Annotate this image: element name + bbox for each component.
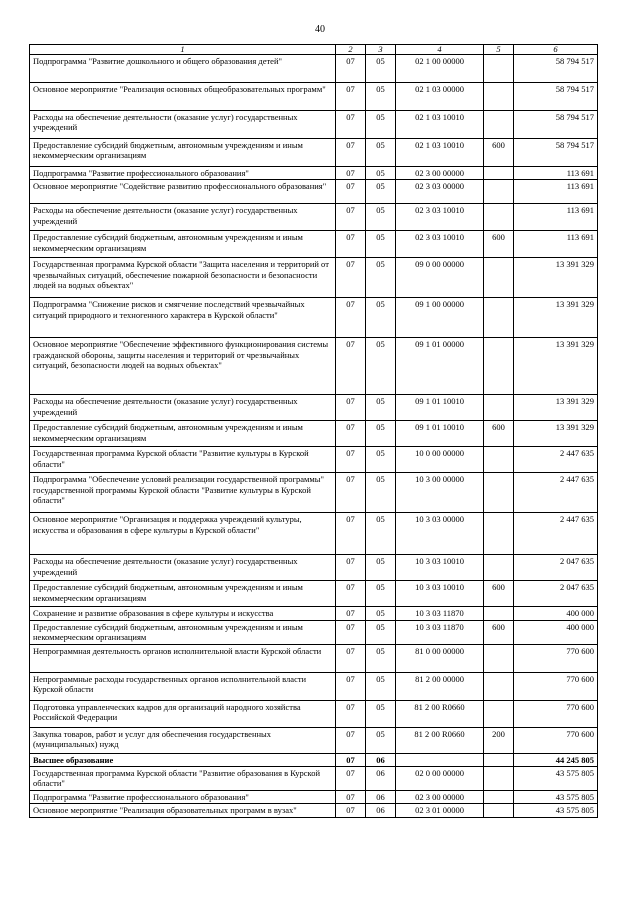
row-target-article-cell: 09 1 01 10010 [396, 395, 484, 421]
row-section-cell: 07 [336, 767, 366, 791]
table-row [30, 111, 598, 139]
row-subsection-cell: 05 [366, 139, 396, 167]
row-target-article-cell: 10 3 00 00000 [396, 473, 484, 513]
row-expense-type-cell [484, 555, 514, 581]
row-target-article-cell: 81 2 00 00000 [396, 672, 484, 700]
row-target-article-cell: 09 1 00 00000 [396, 298, 484, 338]
row-subsection-cell: 05 [366, 395, 396, 421]
row-expense-type-cell: 200 [484, 727, 514, 753]
row-amount-cell: 43 575 805 [514, 791, 598, 804]
row-expense-type-cell [484, 83, 514, 111]
table-row [30, 395, 598, 421]
row-section-cell: 07 [336, 55, 366, 83]
row-amount-cell: 13 391 329 [514, 338, 598, 395]
row-expense-type-cell [484, 804, 514, 818]
row-target-article-cell: 81 0 00 00000 [396, 644, 484, 672]
row-target-article-cell: 09 1 01 10010 [396, 421, 484, 447]
col-header-name: 1 [30, 45, 336, 55]
row-expense-type-cell [484, 298, 514, 338]
row-name-cell: Подготовка управленческих кадров для организаций народного хозяйства Российской Федерации [30, 700, 336, 727]
row-section-cell: 07 [336, 473, 366, 513]
row-amount-cell: 2 047 635 [514, 581, 598, 607]
row-name-cell: Государственная программа Курской области "Развитие образования в Курской области" [30, 767, 336, 791]
table-row [30, 620, 598, 644]
row-section-cell: 07 [336, 753, 366, 766]
row-name-cell: Государственная программа Курской области "Развитие культуры в Курской области" [30, 447, 336, 473]
row-target-article-cell: 02 3 00 00000 [396, 167, 484, 180]
col-header-target-article: 4 [396, 45, 484, 55]
row-section-cell: 07 [336, 644, 366, 672]
row-expense-type-cell [484, 167, 514, 180]
row-section-cell: 07 [336, 447, 366, 473]
table-row [30, 700, 598, 727]
row-amount-cell: 43 575 805 [514, 767, 598, 791]
table-row [30, 513, 598, 555]
table-row [30, 555, 598, 581]
table-row [30, 421, 598, 447]
row-amount-cell: 2 447 635 [514, 447, 598, 473]
row-name-cell: Подпрограмма "Обеспечение условий реализации государственной программы" государственной программы Курской области "Развитие культуры в Курской области" [30, 473, 336, 513]
row-name-cell: Основное мероприятие "Реализация основных общеобразовательных программ" [30, 83, 336, 111]
row-subsection-cell: 06 [366, 791, 396, 804]
row-target-article-cell: 10 3 03 00000 [396, 513, 484, 555]
row-subsection-cell: 05 [366, 421, 396, 447]
row-amount-cell: 58 794 517 [514, 83, 598, 111]
row-section-cell: 07 [336, 204, 366, 231]
row-expense-type-cell [484, 258, 514, 298]
row-name-cell: Основное мероприятие "Обеспечение эффективного функционирования системы гражданской обороны, защиты населения и территорий от чрезвычайных ситуаций, безопасности людей на водных объектах" [30, 338, 336, 395]
budget-table [29, 44, 598, 818]
row-amount-cell: 13 391 329 [514, 258, 598, 298]
table-row [30, 767, 598, 791]
col-header-amount: 6 [514, 45, 598, 55]
row-name-cell: Основное мероприятие "Организация и поддержка учреждений культуры, искусства и образования в сфере культуры в Курской области" [30, 513, 336, 555]
row-section-cell: 07 [336, 338, 366, 395]
row-target-article-cell: 10 3 03 10010 [396, 581, 484, 607]
row-section-cell: 07 [336, 167, 366, 180]
row-amount-cell: 13 391 329 [514, 421, 598, 447]
row-name-cell: Предоставление субсидий бюджетным, автономным учреждениям и иным некоммерческим организациям [30, 231, 336, 258]
table-row [30, 167, 598, 180]
col-header-section: 2 [336, 45, 366, 55]
row-amount-cell: 43 575 805 [514, 804, 598, 818]
table-row [30, 258, 598, 298]
row-section-cell: 07 [336, 555, 366, 581]
row-subsection-cell: 05 [366, 83, 396, 111]
row-amount-cell: 58 794 517 [514, 55, 598, 83]
table-row [30, 644, 598, 672]
row-subsection-cell: 05 [366, 672, 396, 700]
row-expense-type-cell: 600 [484, 421, 514, 447]
row-target-article-cell [396, 753, 484, 766]
row-target-article-cell: 81 2 00 R0660 [396, 727, 484, 753]
row-subsection-cell: 05 [366, 167, 396, 180]
page-number: 40 [315, 24, 325, 35]
row-name-cell: Непрограммные расходы государственных органов исполнительной власти Курской области [30, 672, 336, 700]
row-subsection-cell: 05 [366, 231, 396, 258]
row-amount-cell: 58 794 517 [514, 111, 598, 139]
row-subsection-cell: 05 [366, 298, 396, 338]
row-amount-cell: 113 691 [514, 231, 598, 258]
table-row [30, 804, 598, 818]
row-subsection-cell: 06 [366, 753, 396, 766]
row-target-article-cell: 02 1 00 00000 [396, 55, 484, 83]
row-target-article-cell: 09 1 01 00000 [396, 338, 484, 395]
row-target-article-cell: 10 3 03 10010 [396, 555, 484, 581]
row-amount-cell: 2 447 635 [514, 473, 598, 513]
row-name-cell: Высшее образование [30, 753, 336, 766]
table-row [30, 753, 598, 766]
row-subsection-cell: 05 [366, 473, 396, 513]
table-row [30, 231, 598, 258]
row-amount-cell: 13 391 329 [514, 395, 598, 421]
row-expense-type-cell [484, 607, 514, 620]
table-row [30, 727, 598, 753]
row-subsection-cell: 06 [366, 767, 396, 791]
row-expense-type-cell [484, 204, 514, 231]
row-amount-cell: 770 600 [514, 672, 598, 700]
row-section-cell: 07 [336, 180, 366, 204]
row-section-cell: 07 [336, 513, 366, 555]
row-name-cell: Основное мероприятие "Содействие развитию профессионального образования" [30, 180, 336, 204]
row-section-cell: 07 [336, 700, 366, 727]
row-expense-type-cell [484, 791, 514, 804]
table-body [30, 55, 598, 818]
row-subsection-cell: 05 [366, 111, 396, 139]
row-target-article-cell: 02 0 00 00000 [396, 767, 484, 791]
row-subsection-cell: 05 [366, 727, 396, 753]
row-section-cell: 07 [336, 395, 366, 421]
table-row [30, 607, 598, 620]
row-expense-type-cell [484, 473, 514, 513]
row-expense-type-cell [484, 111, 514, 139]
row-target-article-cell: 02 3 01 00000 [396, 804, 484, 818]
table-row [30, 204, 598, 231]
row-amount-cell: 44 245 805 [514, 753, 598, 766]
row-subsection-cell: 05 [366, 180, 396, 204]
row-name-cell: Предоставление субсидий бюджетным, автономным учреждениям и иным некоммерческим организациям [30, 421, 336, 447]
table-row [30, 672, 598, 700]
row-target-article-cell: 02 3 03 10010 [396, 204, 484, 231]
row-section-cell: 07 [336, 672, 366, 700]
row-name-cell: Подпрограмма "Развитие дошкольного и общего образования детей" [30, 55, 336, 83]
row-subsection-cell: 05 [366, 55, 396, 83]
row-subsection-cell: 05 [366, 620, 396, 644]
row-expense-type-cell [484, 180, 514, 204]
row-section-cell: 07 [336, 581, 366, 607]
row-target-article-cell: 81 2 00 R0660 [396, 700, 484, 727]
row-amount-cell: 770 600 [514, 727, 598, 753]
col-header-expense-type: 5 [484, 45, 514, 55]
row-amount-cell: 113 691 [514, 204, 598, 231]
table-row [30, 447, 598, 473]
row-section-cell: 07 [336, 258, 366, 298]
row-target-article-cell: 02 1 03 00000 [396, 83, 484, 111]
table-row [30, 581, 598, 607]
row-name-cell: Подпрограмма "Развитие профессионального образования" [30, 791, 336, 804]
row-amount-cell: 113 691 [514, 180, 598, 204]
row-subsection-cell: 05 [366, 581, 396, 607]
row-target-article-cell: 02 1 03 10010 [396, 139, 484, 167]
row-target-article-cell: 09 0 00 00000 [396, 258, 484, 298]
table-row [30, 473, 598, 513]
table-row [30, 791, 598, 804]
row-section-cell: 07 [336, 139, 366, 167]
row-name-cell: Сохранение и развитие образования в сфере культуры и искусства [30, 607, 336, 620]
row-target-article-cell: 10 0 00 00000 [396, 447, 484, 473]
row-section-cell: 07 [336, 298, 366, 338]
row-expense-type-cell [484, 447, 514, 473]
row-expense-type-cell: 600 [484, 581, 514, 607]
row-subsection-cell: 05 [366, 700, 396, 727]
row-target-article-cell: 10 3 03 11870 [396, 620, 484, 644]
row-subsection-cell: 05 [366, 607, 396, 620]
row-target-article-cell: 02 3 03 00000 [396, 180, 484, 204]
table-header-row [30, 45, 598, 55]
row-amount-cell: 2 047 635 [514, 555, 598, 581]
row-section-cell: 07 [336, 607, 366, 620]
table-row [30, 180, 598, 204]
table-row [30, 55, 598, 83]
row-expense-type-cell [484, 753, 514, 766]
row-subsection-cell: 06 [366, 804, 396, 818]
row-section-cell: 07 [336, 83, 366, 111]
table-row [30, 298, 598, 338]
row-expense-type-cell [484, 513, 514, 555]
row-subsection-cell: 05 [366, 258, 396, 298]
row-expense-type-cell [484, 700, 514, 727]
row-section-cell: 07 [336, 791, 366, 804]
row-amount-cell: 58 794 517 [514, 139, 598, 167]
row-amount-cell: 770 600 [514, 644, 598, 672]
row-target-article-cell: 02 1 03 10010 [396, 111, 484, 139]
row-expense-type-cell [484, 55, 514, 83]
row-section-cell: 07 [336, 727, 366, 753]
row-amount-cell: 400 000 [514, 607, 598, 620]
row-name-cell: Предоставление субсидий бюджетным, автономным учреждениям и иным некоммерческим организациям [30, 139, 336, 167]
row-expense-type-cell [484, 767, 514, 791]
row-amount-cell: 770 600 [514, 700, 598, 727]
row-amount-cell: 400 000 [514, 620, 598, 644]
row-name-cell: Непрограммная деятельность органов исполнительной власти Курской области [30, 644, 336, 672]
row-name-cell: Подпрограмма "Снижение рисков и смягчение последствий чрезвычайных ситуаций природного и техногенного характера в Курской области" [30, 298, 336, 338]
row-target-article-cell: 02 3 00 00000 [396, 791, 484, 804]
row-subsection-cell: 05 [366, 447, 396, 473]
row-target-article-cell: 10 3 03 11870 [396, 607, 484, 620]
row-name-cell: Предоставление субсидий бюджетным, автономным учреждениям и иным некоммерческим организациям [30, 581, 336, 607]
col-header-subsection: 3 [366, 45, 396, 55]
row-subsection-cell: 05 [366, 338, 396, 395]
row-name-cell: Предоставление субсидий бюджетным, автономным учреждениям и иным некоммерческим организациям [30, 620, 336, 644]
row-subsection-cell: 05 [366, 204, 396, 231]
row-subsection-cell: 05 [366, 555, 396, 581]
row-expense-type-cell: 600 [484, 231, 514, 258]
row-amount-cell: 113 691 [514, 167, 598, 180]
table-row [30, 83, 598, 111]
row-expense-type-cell [484, 644, 514, 672]
row-name-cell: Расходы на обеспечение деятельности (оказание услуг) государственных учреждений [30, 555, 336, 581]
row-expense-type-cell: 600 [484, 139, 514, 167]
row-subsection-cell: 05 [366, 644, 396, 672]
row-expense-type-cell [484, 672, 514, 700]
row-expense-type-cell [484, 395, 514, 421]
row-section-cell: 07 [336, 111, 366, 139]
row-amount-cell: 2 447 635 [514, 513, 598, 555]
row-name-cell: Закупка товаров, работ и услуг для обеспечения государственных (муниципальных) нужд [30, 727, 336, 753]
row-subsection-cell: 05 [366, 513, 396, 555]
table-row [30, 139, 598, 167]
row-name-cell: Расходы на обеспечение деятельности (оказание услуг) государственных учреждений [30, 111, 336, 139]
row-name-cell: Государственная программа Курской области "Защита населения и территорий от чрезвычайных ситуаций, обеспечение пожарной безопасности и безопасности людей на водных объектах" [30, 258, 336, 298]
row-name-cell: Расходы на обеспечение деятельности (оказание услуг) государственных учреждений [30, 204, 336, 231]
row-expense-type-cell: 600 [484, 620, 514, 644]
row-name-cell: Расходы на обеспечение деятельности (оказание услуг) государственных учреждений [30, 395, 336, 421]
row-target-article-cell: 02 3 03 10010 [396, 231, 484, 258]
row-section-cell: 07 [336, 231, 366, 258]
row-name-cell: Основное мероприятие "Реализация образовательных программ в вузах" [30, 804, 336, 818]
row-section-cell: 07 [336, 804, 366, 818]
table-row [30, 338, 598, 395]
row-name-cell: Подпрограмма "Развитие профессионального образования" [30, 167, 336, 180]
row-amount-cell: 13 391 329 [514, 298, 598, 338]
row-section-cell: 07 [336, 421, 366, 447]
row-section-cell: 07 [336, 620, 366, 644]
row-expense-type-cell [484, 338, 514, 395]
